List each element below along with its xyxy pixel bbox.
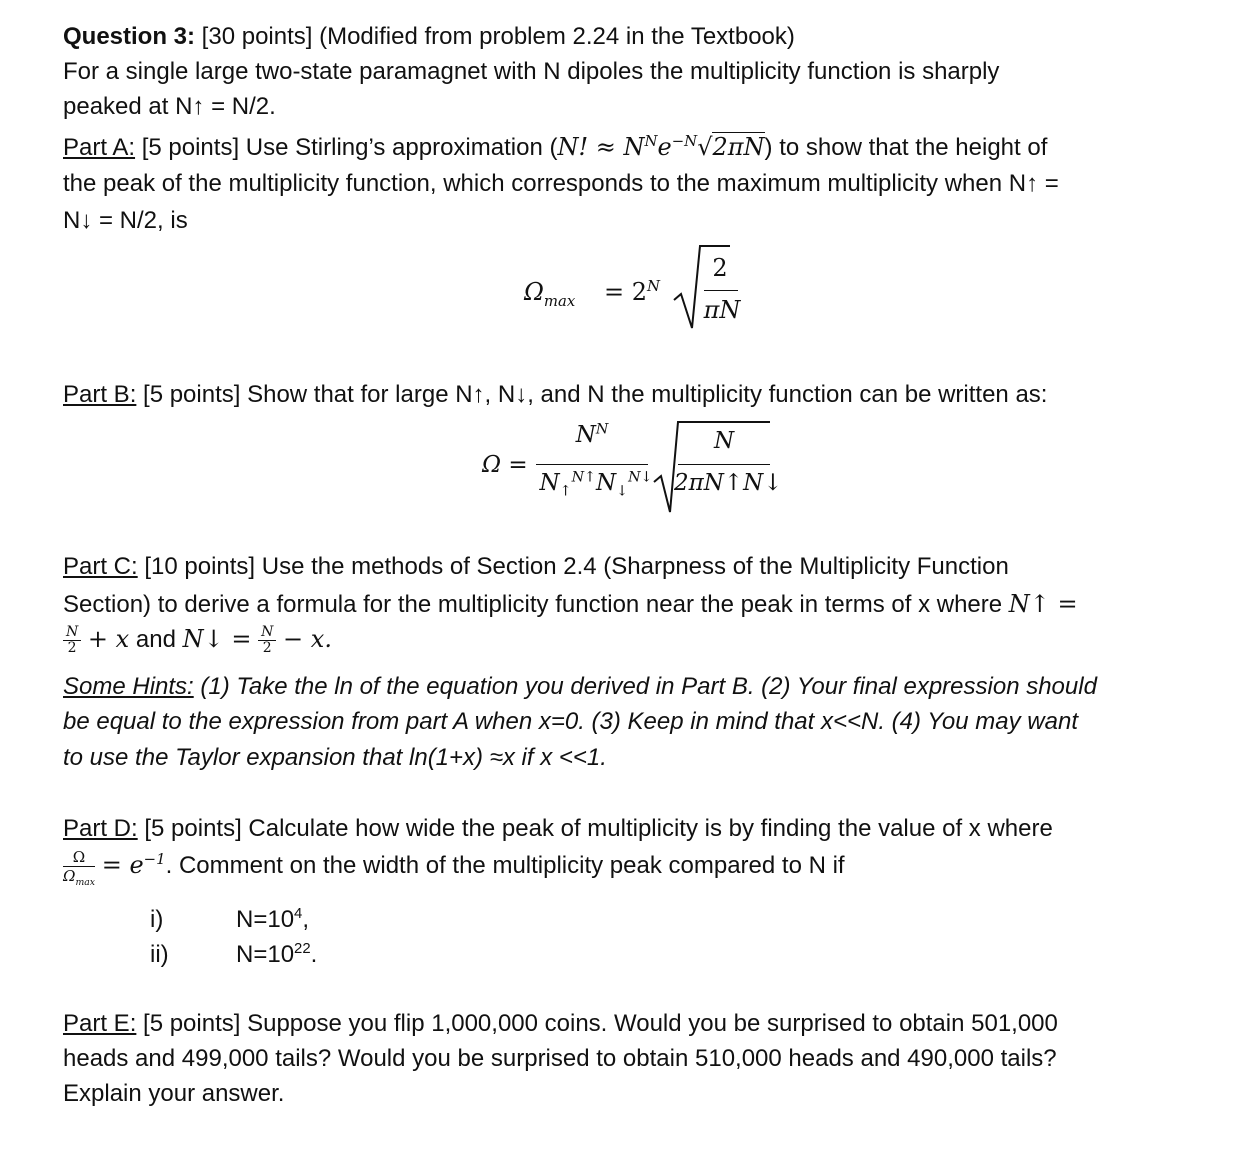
part-d-label: Part D:: [63, 815, 138, 842]
part-a-text1: [5 points] Use Stirling’s approximation (: [135, 134, 558, 161]
list-item-n-10-4: $N=10^4$,: [236, 906, 309, 933]
question-intro-line2: peaked at N↑ = N/2.: [63, 93, 276, 120]
omega-frac1-den: $N_↑^{N↑}N_↓^{N↓}$: [539, 469, 653, 500]
list-marker: ii): [150, 941, 169, 968]
part-b-label: Part B:: [63, 381, 137, 408]
e-minus-one: = $e^{-1}$: [101, 850, 166, 879]
part-e-line2: heads and 499,000 tails? Would you be surprised to obtain 510,000 heads and 490,000 tails?: [63, 1045, 1057, 1072]
part-d-text1: [5 points] Calculate how wide the peak of multiplicity is by finding the value of x where: [137, 815, 1053, 842]
part-c-line1: [63, 550, 1009, 584]
part-c-line3: [63, 622, 332, 672]
plus-x: + x: [87, 625, 130, 653]
question-label: Question 3:: [63, 23, 196, 50]
omega-max-lhs: $\Omega_{max}$: [524, 278, 576, 310]
part-a-line2: the peak of the multiplicity function, which corresponds to the maximum multiplicity when N↑ =: [63, 170, 1059, 197]
part-e-line1: [63, 1007, 1058, 1041]
hints-line1: [63, 670, 1097, 704]
part-c-text1: [10 points] Use the methods of Section 2.4 (Sharpness of the Multiplicity Function: [137, 553, 1009, 580]
hints-label: Some Hints:: [63, 673, 194, 700]
part-e-text1: [5 points] Suppose you flip 1,000,000 coins. Would you be surprised to obtain 501,000: [136, 1010, 1058, 1037]
part-c-line2: [63, 587, 1078, 622]
stirling-formula: N! ≈ $N^Ne^{-N}√2\pi N$: [557, 132, 765, 161]
part-e-label: Part E:: [63, 1010, 137, 1037]
question-points-source: [30 points] (Modified from problem 2.24 in the Textbook): [195, 23, 795, 50]
part-c-label: Part C:: [63, 553, 138, 580]
part-d-line1: [63, 812, 1053, 846]
omega-frac2-num: N: [713, 428, 735, 454]
fraction-bar: [536, 464, 648, 465]
list-marker: i): [150, 906, 164, 933]
fraction-bar: [704, 290, 738, 291]
and-text: and: [129, 626, 183, 653]
part-c-line2-text: Section) to derive a formula for the multiplicity function near the peak in terms of x where: [63, 591, 1009, 618]
omega-max-num: 2: [712, 254, 728, 282]
omega-max-den: πN: [703, 296, 741, 324]
omega-max-mid: = $2^N$: [604, 277, 661, 306]
part-c-n-up: N↑ =: [1008, 590, 1078, 618]
n-over-2-fraction: $\frac{N}{2}$: [63, 625, 81, 656]
omega-frac1-num: $N^N$: [575, 421, 609, 448]
question-header: [63, 20, 795, 54]
question-intro-line1: For a single large two-state paramagnet with N dipoles the multiplicity function is sharply: [63, 58, 1000, 85]
fraction-bar: [678, 464, 770, 465]
list-item-n-10-22: $N=10^{22}$.: [236, 941, 318, 968]
n-over-2-fraction: $\frac{N}{2}$: [258, 625, 276, 656]
part-d-text2: . Comment on the width of the multiplicity peak compared to N if: [165, 852, 845, 879]
part-c-n-down: N↓ =: [182, 625, 252, 653]
part-b-text: [5 points] Show that for large N↑, N↓, and N the multiplicity function can be written as:: [136, 381, 1048, 408]
omega-lhs: Ω =: [482, 452, 528, 478]
part-a-line3: N↓ = N/2, is: [63, 207, 188, 234]
hints-line3: to use the Taylor expansion that ln(1+x) ≈x if x <<1.: [63, 744, 607, 771]
minus-x: − x.: [283, 625, 332, 653]
part-e-line3: Explain your answer.: [63, 1080, 285, 1107]
hints-text1: (1) Take the ln of the equation you derived in Part B. (2) Your final expression should: [193, 673, 1097, 700]
part-d-line2: [63, 848, 845, 902]
part-b-line1: [63, 378, 1047, 412]
part-a-line1: [63, 130, 1047, 165]
part-a-label: Part A:: [63, 134, 136, 161]
part-a-text2: ) to show that the height of: [764, 134, 1048, 161]
omega-ratio-fraction: $\frac{\Omega}{\Omega_{max}}$: [63, 848, 96, 889]
omega-frac2-den: 2πN↑N↓: [674, 470, 783, 496]
hints-line2: be equal to the expression from part A when x=0. (3) Keep in mind that x<<N. (4) You may want: [63, 708, 1078, 735]
